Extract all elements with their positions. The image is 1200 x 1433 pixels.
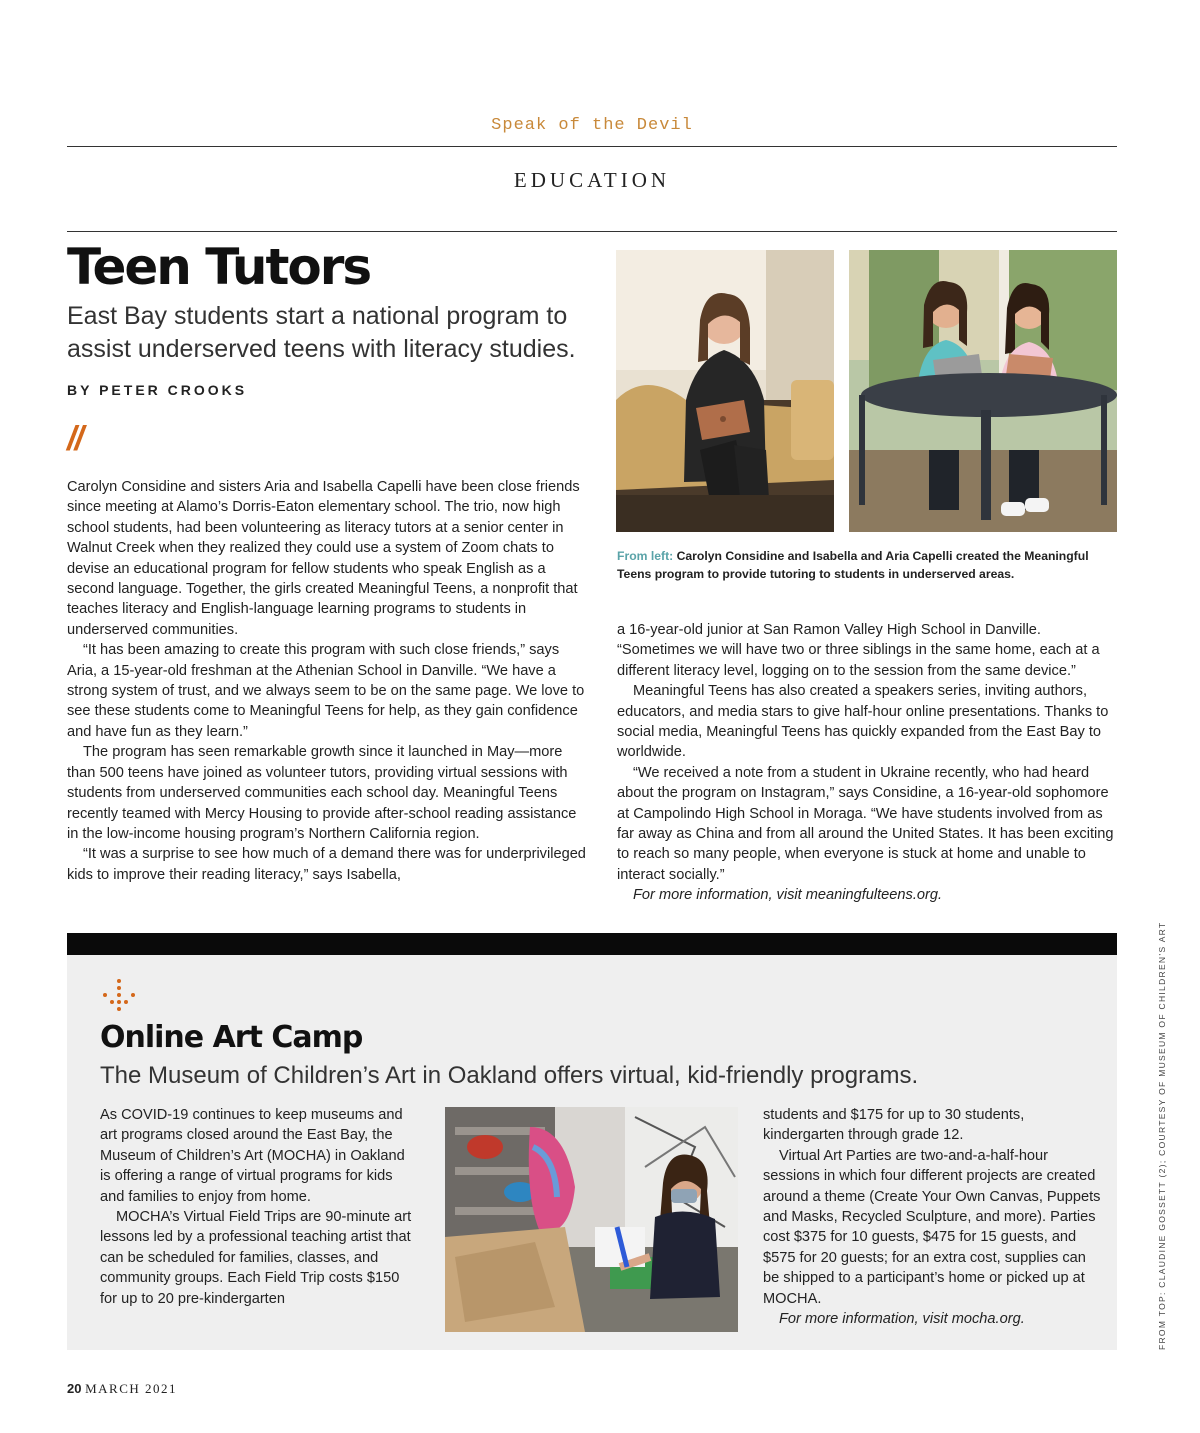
article-dek: East Bay students start a national program to assist underserved teens with literacy studies.	[67, 302, 576, 363]
paragraph: “It was a surprise to see how much of a demand there was for underprivileged kids to improve their reading literacy,” says Isabella,	[67, 846, 586, 883]
paragraph: Virtual Art Parties are two-and-a-half-hour sessions in which four different projects are created around a theme (Create Your Own Canvas, Puppets and Masks, Recycled Sculpture, and more). Parties cost $375 for 10 guests, $475 for 15 guests, and $575 for 20 guests; for an extra cost, supplies can be shipped to a participant’s home or picked up at MOCHA.	[763, 1147, 1101, 1307]
section-rule	[67, 231, 1117, 232]
paragraph: As COVID-19 continues to keep museums and art programs closed around the East Bay, the Museum of Children’s Art (MOCHA) in Oakland is offering a range of virtual programs for kids and families to enjoy from home.	[100, 1107, 405, 1205]
paragraph: Carolyn Considine and sisters Aria and Isabella Capelli have been close friends since meeting at Alamo’s Dorris-Eaton elementary school. The trio, now high school students, had been volunteering as literacy tutors at a senior center in Walnut Creek when they realized they could use a system of Zoom chats to devise an educational program for fellow students who speak English as a second language. Together, the girls created Meaningful Teens, a nonprofit that teaches literacy and English-language learning programs to students in underserved communities.	[67, 479, 580, 638]
paragraph: “We received a note from a student in Ukraine recently, who had heard about the program on Instagram,” says Considine, a 16-year-old sophomore at Campolindo High School in Moraga. “We have students involved from as far away as China and from all around the United States. It has been exciting to reach so many people, when everyone is stuck at home and unable to interact socially.”	[617, 764, 1114, 883]
arrow-down-icon	[102, 978, 136, 1014]
art-camp-column-2	[763, 1105, 1105, 1329]
art-camp-column-1	[100, 1105, 418, 1309]
article-headline: Teen Tutors	[67, 238, 371, 296]
art-camp-title: Online Art Camp	[100, 1020, 363, 1055]
more-info-link[interactable]: For more information, visit meaningfulteens.org.	[633, 887, 943, 904]
paragraph: students and $175 for up to 30 students, kindergarten through grade 12.	[763, 1107, 1025, 1144]
article-byline: BY PETER CROOKS	[67, 382, 248, 398]
photo-credit: FROM TOP: CLAUDINE GOSSETT (2); COURTESY OF MUSEUM OF CHILDREN’S ART	[1157, 921, 1167, 1350]
photo-carolyn-laptop	[616, 250, 834, 532]
paragraph: a 16-year-old junior at San Ramon Valley High School in Danville. “Sometimes we will have two or three siblings in the same home, each at a different literacy level, logging on to the session from the same device.”	[617, 622, 1100, 679]
caption-lead: From left:	[617, 549, 674, 563]
issue-date: MARCH 2021	[85, 1381, 178, 1396]
caption-text: Carolyn Considine and Isabella and Aria Capelli created the Meaningful Teens program to provide tutoring to students in underserved areas.	[617, 549, 1089, 581]
art-camp-box-bar	[67, 933, 1117, 955]
section-name: EDUCATION	[513, 168, 671, 192]
photo-child-art-graphic	[445, 1107, 738, 1332]
art-camp-dek: The Museum of Children’s Art in Oakland offers virtual, kid-friendly programs.	[100, 1062, 919, 1089]
photo-child-art	[445, 1107, 738, 1332]
page-number: 20	[67, 1381, 82, 1396]
photo-capelli-graphic	[849, 250, 1117, 532]
photo-caption	[617, 548, 1117, 583]
paragraph: “It has been amazing to create this program with such close friends,” says Aria, a 15-year-old freshman at the Athenian School in Danville. “We have a strong system of trust, and we always seem to be on the same page. We love to see these students come to Meaningful Teens for help, as they gain confidence and have fun as they learn.”	[67, 642, 585, 740]
article-column-2	[617, 620, 1117, 906]
top-rule	[67, 146, 1117, 147]
paragraph: Meaningful Teens has also created a speakers series, inviting authors, educators, and media stars to give half-hour online presentations. Thanks to social media, Meaningful Teens has quickly expanded from the East Bay to worldwide.	[617, 683, 1109, 761]
section-kicker: Speak of the Devil	[491, 116, 693, 135]
article-column-1	[67, 477, 587, 885]
more-info-link[interactable]: For more information, visit mocha.org.	[779, 1311, 1025, 1328]
ornament-icon: //	[67, 420, 82, 458]
paragraph: The program has seen remarkable growth since it launched in May—more than 500 teens have joined as volunteer tutors, providing virtual sessions with students from underserved communities each school day. Meaningful Teens recently teamed with Mercy Housing to provide after-school reading assistance in the low-income housing program’s Northern California region.	[67, 744, 577, 842]
photo-capelli-sisters	[849, 250, 1117, 532]
photo-carolyn-graphic	[616, 250, 834, 532]
paragraph: MOCHA’s Virtual Field Trips are 90-minute art lessons led by a professional teaching artist that can be scheduled for families, classes, and community groups. Each Field Trip costs $150 for up to 20 pre-kindergarten	[100, 1209, 412, 1307]
page-folio	[67, 1381, 177, 1397]
